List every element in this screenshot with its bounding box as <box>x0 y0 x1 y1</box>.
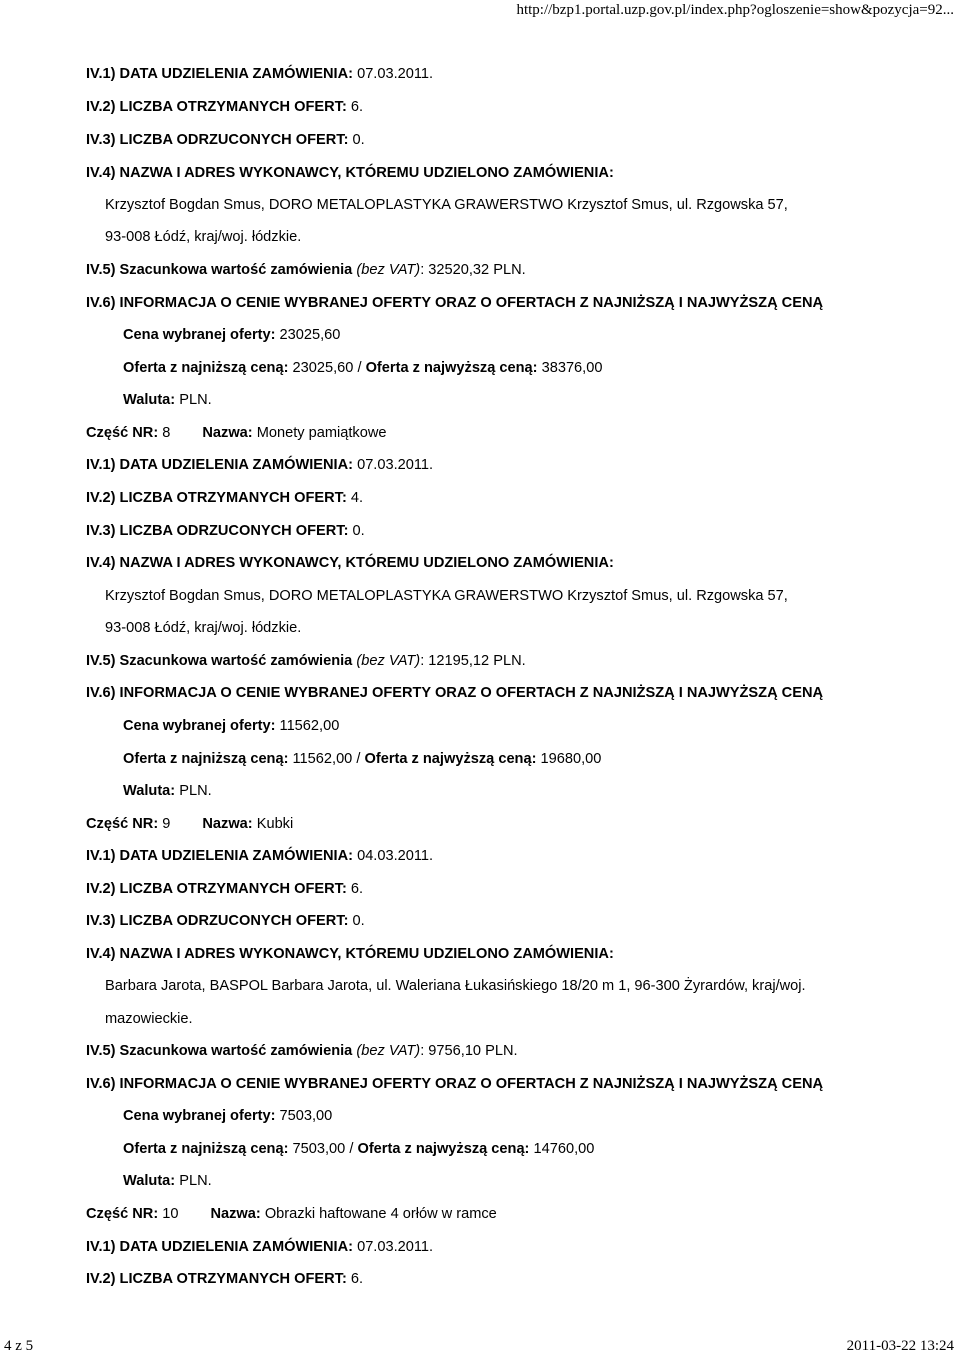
award-date-line <box>86 1238 433 1256</box>
part-number-value: 9 <box>162 816 171 832</box>
page-url-header: http://bzp1.portal.uzp.gov.pl/index.php?ogloszenie=show&pozycja=92... <box>516 2 954 18</box>
offers-count-value: 6. <box>350 99 364 115</box>
award-date-line <box>86 847 433 865</box>
selected-price-line <box>123 717 339 735</box>
rejected-count-label: IV.3) LICZBA ODRZUCONYCH OFERT: <box>86 523 349 539</box>
rejected-count-line <box>86 522 365 540</box>
part-name-value: Monety pamiątkowe <box>256 425 387 441</box>
lowest-highest-line <box>123 359 602 377</box>
part-number-label: Część NR: <box>86 1206 159 1222</box>
offers-count-label: IV.2) LICZBA OTRZYMANYCH OFERT: <box>86 490 347 506</box>
lowest-price-label: Oferta z najniższą ceną: <box>123 751 289 767</box>
price-separator: / <box>357 360 362 376</box>
selected-price-label: Cena wybranej oferty: <box>123 327 276 343</box>
offers-count-label: IV.2) LICZBA OTRZYMANYCH OFERT: <box>86 99 347 115</box>
highest-price-value: 19680,00 <box>540 751 602 767</box>
currency-label: Waluta: <box>123 1173 176 1189</box>
part-name-label: Nazwa: <box>202 816 253 832</box>
lowest-price-value: 23025,60 <box>292 360 354 376</box>
selected-price-value: 23025,60 <box>279 327 341 343</box>
contractor-address-line2: 93-008 Łódź, kraj/woj. łódzkie. <box>105 229 302 245</box>
highest-price-value: 38376,00 <box>541 360 603 376</box>
page-number: 4 z 5 <box>4 1338 34 1354</box>
currency-value: PLN. <box>179 1173 212 1189</box>
estimate-vat: (bez VAT) <box>356 262 421 278</box>
contractor-heading: IV.4) NAZWA I ADRES WYKONAWCY, KTÓREMU UDZIELONO ZAMÓWIENIA: <box>86 946 614 962</box>
rejected-count-value: 0. <box>352 523 365 539</box>
print-timestamp: 2011-03-22 13:24 <box>846 1338 954 1354</box>
currency-line <box>123 782 212 800</box>
offers-count-value: 6. <box>350 881 364 897</box>
offers-count-line <box>86 880 363 898</box>
award-date-line <box>86 456 433 474</box>
offers-count-value: 4. <box>350 490 364 506</box>
estimate-value: : 32520,32 PLN. <box>420 262 526 278</box>
award-date-label: IV.1) DATA UDZIELENIA ZAMÓWIENIA: <box>86 848 354 864</box>
contractor-address-line2: 93-008 Łódź, kraj/woj. łódzkie. <box>105 620 302 636</box>
estimate-vat: (bez VAT) <box>356 1043 421 1059</box>
price-info-heading: IV.6) INFORMACJA O CENIE WYBRANEJ OFERTY ORAZ O OFERTACH Z NAJNIŻSZĄ I NAJWYŻSZĄ CENĄ <box>86 1076 824 1092</box>
lowest-price-value: 11562,00 <box>292 751 353 767</box>
contractor-heading: IV.4) NAZWA I ADRES WYKONAWCY, KTÓREMU UDZIELONO ZAMÓWIENIA: <box>86 165 614 181</box>
estimate-value: : 9756,10 PLN. <box>420 1043 518 1059</box>
lowest-highest-line <box>123 1140 594 1158</box>
award-date-value: 07.03.2011. <box>357 457 434 473</box>
lowest-price-label: Oferta z najniższą ceną: <box>123 1141 289 1157</box>
offers-count-label: IV.2) LICZBA OTRZYMANYCH OFERT: <box>86 881 347 897</box>
price-separator: / <box>356 751 361 767</box>
offers-count-line <box>86 489 363 507</box>
selected-price-value: 11562,00 <box>279 718 340 734</box>
part-number-label: Część NR: <box>86 425 159 441</box>
rejected-count-line <box>86 131 365 149</box>
part-name-label: Nazwa: <box>202 425 253 441</box>
currency-line <box>123 1172 212 1190</box>
contractor-address-line1: Krzysztof Bogdan Smus, DORO METALOPLASTYKA GRAWERSTWO Krzysztof Smus, ul. Rzgowska 57, <box>105 588 788 604</box>
contractor-address-line1: Barbara Jarota, BASPOL Barbara Jarota, ul. Waleriana Łukasińskiego 18/20 m 1, 96-300 Żyrardów, kraj/woj. <box>105 978 806 994</box>
selected-price-label: Cena wybranej oferty: <box>123 718 276 734</box>
currency-label: Waluta: <box>123 783 176 799</box>
part-heading <box>86 1205 497 1223</box>
selected-price-line <box>123 1107 332 1125</box>
lowest-price-value: 7503,00 <box>292 1141 346 1157</box>
rejected-count-value: 0. <box>352 913 365 929</box>
offers-count-line <box>86 98 363 116</box>
contractor-address-line2: mazowieckie. <box>105 1011 193 1027</box>
estimate-label: IV.5) Szacunkowa wartość zamówienia <box>86 653 353 669</box>
part-number-value: 8 <box>162 425 171 441</box>
part-heading <box>86 815 293 833</box>
estimate-value: : 12195,12 PLN. <box>420 653 526 669</box>
contractor-heading: IV.4) NAZWA I ADRES WYKONAWCY, KTÓREMU UDZIELONO ZAMÓWIENIA: <box>86 555 614 571</box>
currency-label: Waluta: <box>123 392 176 408</box>
highest-price-label: Oferta z najwyższą ceną: <box>357 1141 530 1157</box>
rejected-count-label: IV.3) LICZBA ODRZUCONYCH OFERT: <box>86 132 349 148</box>
award-date-label: IV.1) DATA UDZIELENIA ZAMÓWIENIA: <box>86 457 354 473</box>
award-date-line <box>86 65 433 83</box>
estimate-line <box>86 1042 518 1060</box>
selected-price-value: 7503,00 <box>279 1108 333 1124</box>
offers-count-label: IV.2) LICZBA OTRZYMANYCH OFERT: <box>86 1271 347 1287</box>
estimate-line <box>86 652 526 670</box>
part-name-value: Kubki <box>256 816 294 832</box>
award-date-value: 07.03.2011. <box>357 66 434 82</box>
part-heading <box>86 424 387 442</box>
part-name-label: Nazwa: <box>210 1206 261 1222</box>
highest-price-value: 14760,00 <box>533 1141 595 1157</box>
estimate-line <box>86 261 526 279</box>
part-number-value: 10 <box>162 1206 179 1222</box>
rejected-count-value: 0. <box>352 132 365 148</box>
selected-price-line <box>123 326 340 344</box>
lowest-price-label: Oferta z najniższą ceną: <box>123 360 289 376</box>
award-date-label: IV.1) DATA UDZIELENIA ZAMÓWIENIA: <box>86 1239 354 1255</box>
price-info-heading: IV.6) INFORMACJA O CENIE WYBRANEJ OFERTY ORAZ O OFERTACH Z NAJNIŻSZĄ I NAJWYŻSZĄ CENĄ <box>86 295 824 311</box>
contractor-address-line1: Krzysztof Bogdan Smus, DORO METALOPLASTYKA GRAWERSTWO Krzysztof Smus, ul. Rzgowska 57, <box>105 197 788 213</box>
rejected-count-label: IV.3) LICZBA ODRZUCONYCH OFERT: <box>86 913 349 929</box>
estimate-label: IV.5) Szacunkowa wartość zamówienia <box>86 1043 353 1059</box>
currency-line <box>123 391 212 409</box>
currency-value: PLN. <box>179 783 212 799</box>
selected-price-label: Cena wybranej oferty: <box>123 1108 276 1124</box>
highest-price-label: Oferta z najwyższą ceną: <box>364 751 537 767</box>
estimate-label: IV.5) Szacunkowa wartość zamówienia <box>86 262 353 278</box>
offers-count-line <box>86 1270 363 1288</box>
lowest-highest-line <box>123 750 601 768</box>
price-info-heading: IV.6) INFORMACJA O CENIE WYBRANEJ OFERTY ORAZ O OFERTACH Z NAJNIŻSZĄ I NAJWYŻSZĄ CENĄ <box>86 685 824 701</box>
part-name-value: Obrazki haftowane 4 orłów w ramce <box>264 1206 497 1222</box>
award-date-value: 07.03.2011. <box>357 1239 434 1255</box>
part-number-label: Część NR: <box>86 816 159 832</box>
award-date-label: IV.1) DATA UDZIELENIA ZAMÓWIENIA: <box>86 66 354 82</box>
price-separator: / <box>349 1141 354 1157</box>
rejected-count-line <box>86 912 365 930</box>
award-date-value: 04.03.2011. <box>357 848 434 864</box>
highest-price-label: Oferta z najwyższą ceną: <box>365 360 538 376</box>
estimate-vat: (bez VAT) <box>356 653 421 669</box>
offers-count-value: 6. <box>350 1271 364 1287</box>
currency-value: PLN. <box>179 392 212 408</box>
